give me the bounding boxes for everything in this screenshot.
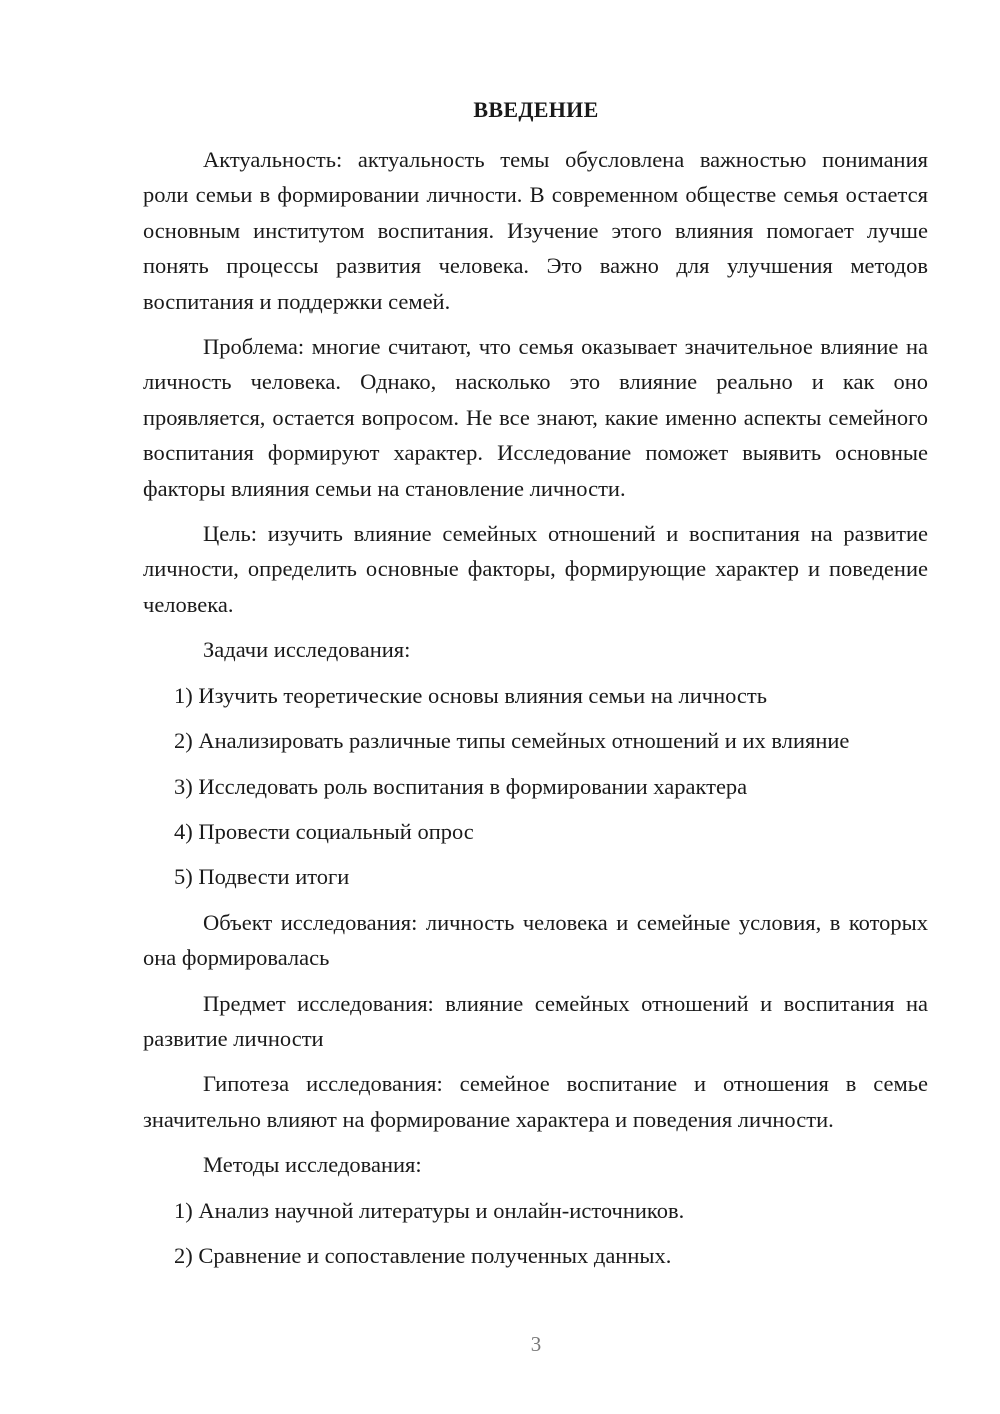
page-title: ВВЕДЕНИЕ [473, 97, 599, 122]
subject-paragraph: Предмет исследования: влияние семейных отношений и воспитания на развитие личности [143, 990, 928, 1051]
goal-paragraph: Цель: изучить влияние семейных отношений и воспитания на развитие личности, определить основные факторы, формирующие характер и поведение человека. [143, 521, 928, 617]
method-item: 2) Сравнение и сопоставление полученных данных. [174, 1242, 672, 1268]
task-item: 3) Исследовать роль воспитания в формировании характера [174, 773, 748, 799]
task-item: 1) Изучить теоретические основы влияния семьи на личность [174, 682, 768, 708]
object-paragraph: Объект исследования: личность человека и семейные условия, в которых она формировалась [143, 909, 928, 971]
problem-paragraph: Проблема: многие считают, что семья оказывает значительное влияние на личность человека. Однако, насколько это влияние реально и как оно проявляется, остается вопросом. Не все знают, какие именно аспекты семейного воспитания формируют характер. Исследование поможет выявить основные факторы влияния семьи на становление личности. [143, 334, 928, 501]
method-item: 1) Анализ научной литературы и онлайн-источников. [174, 1197, 685, 1223]
methods-heading: Методы исследования: [203, 1152, 422, 1178]
page-content [143, 142, 928, 1283]
task-item: 2) Анализировать различные типы семейных отношений и их влияние [174, 728, 850, 754]
hypothesis-paragraph: Гипотеза исследования: семейное воспитание и отношения в семье значительно влияют на формирование характера и поведения личности. [143, 1071, 928, 1132]
task-item: 4) Провести социальный опрос [174, 818, 474, 844]
relevance-paragraph: Актуальность: актуальность темы обусловлена важностью понимания роли семьи в формировании личности. В современном обществе семья остается основным институтом воспитания. Изучение этого влияния помогает лучше понять процессы развития человека. Это важно для улучшения методов воспитания и поддержки семей. [143, 147, 928, 314]
task-item: 5) Подвести итоги [174, 864, 350, 890]
page-number: 3 [530, 1332, 542, 1356]
tasks-heading: Задачи исследования: [203, 637, 411, 663]
